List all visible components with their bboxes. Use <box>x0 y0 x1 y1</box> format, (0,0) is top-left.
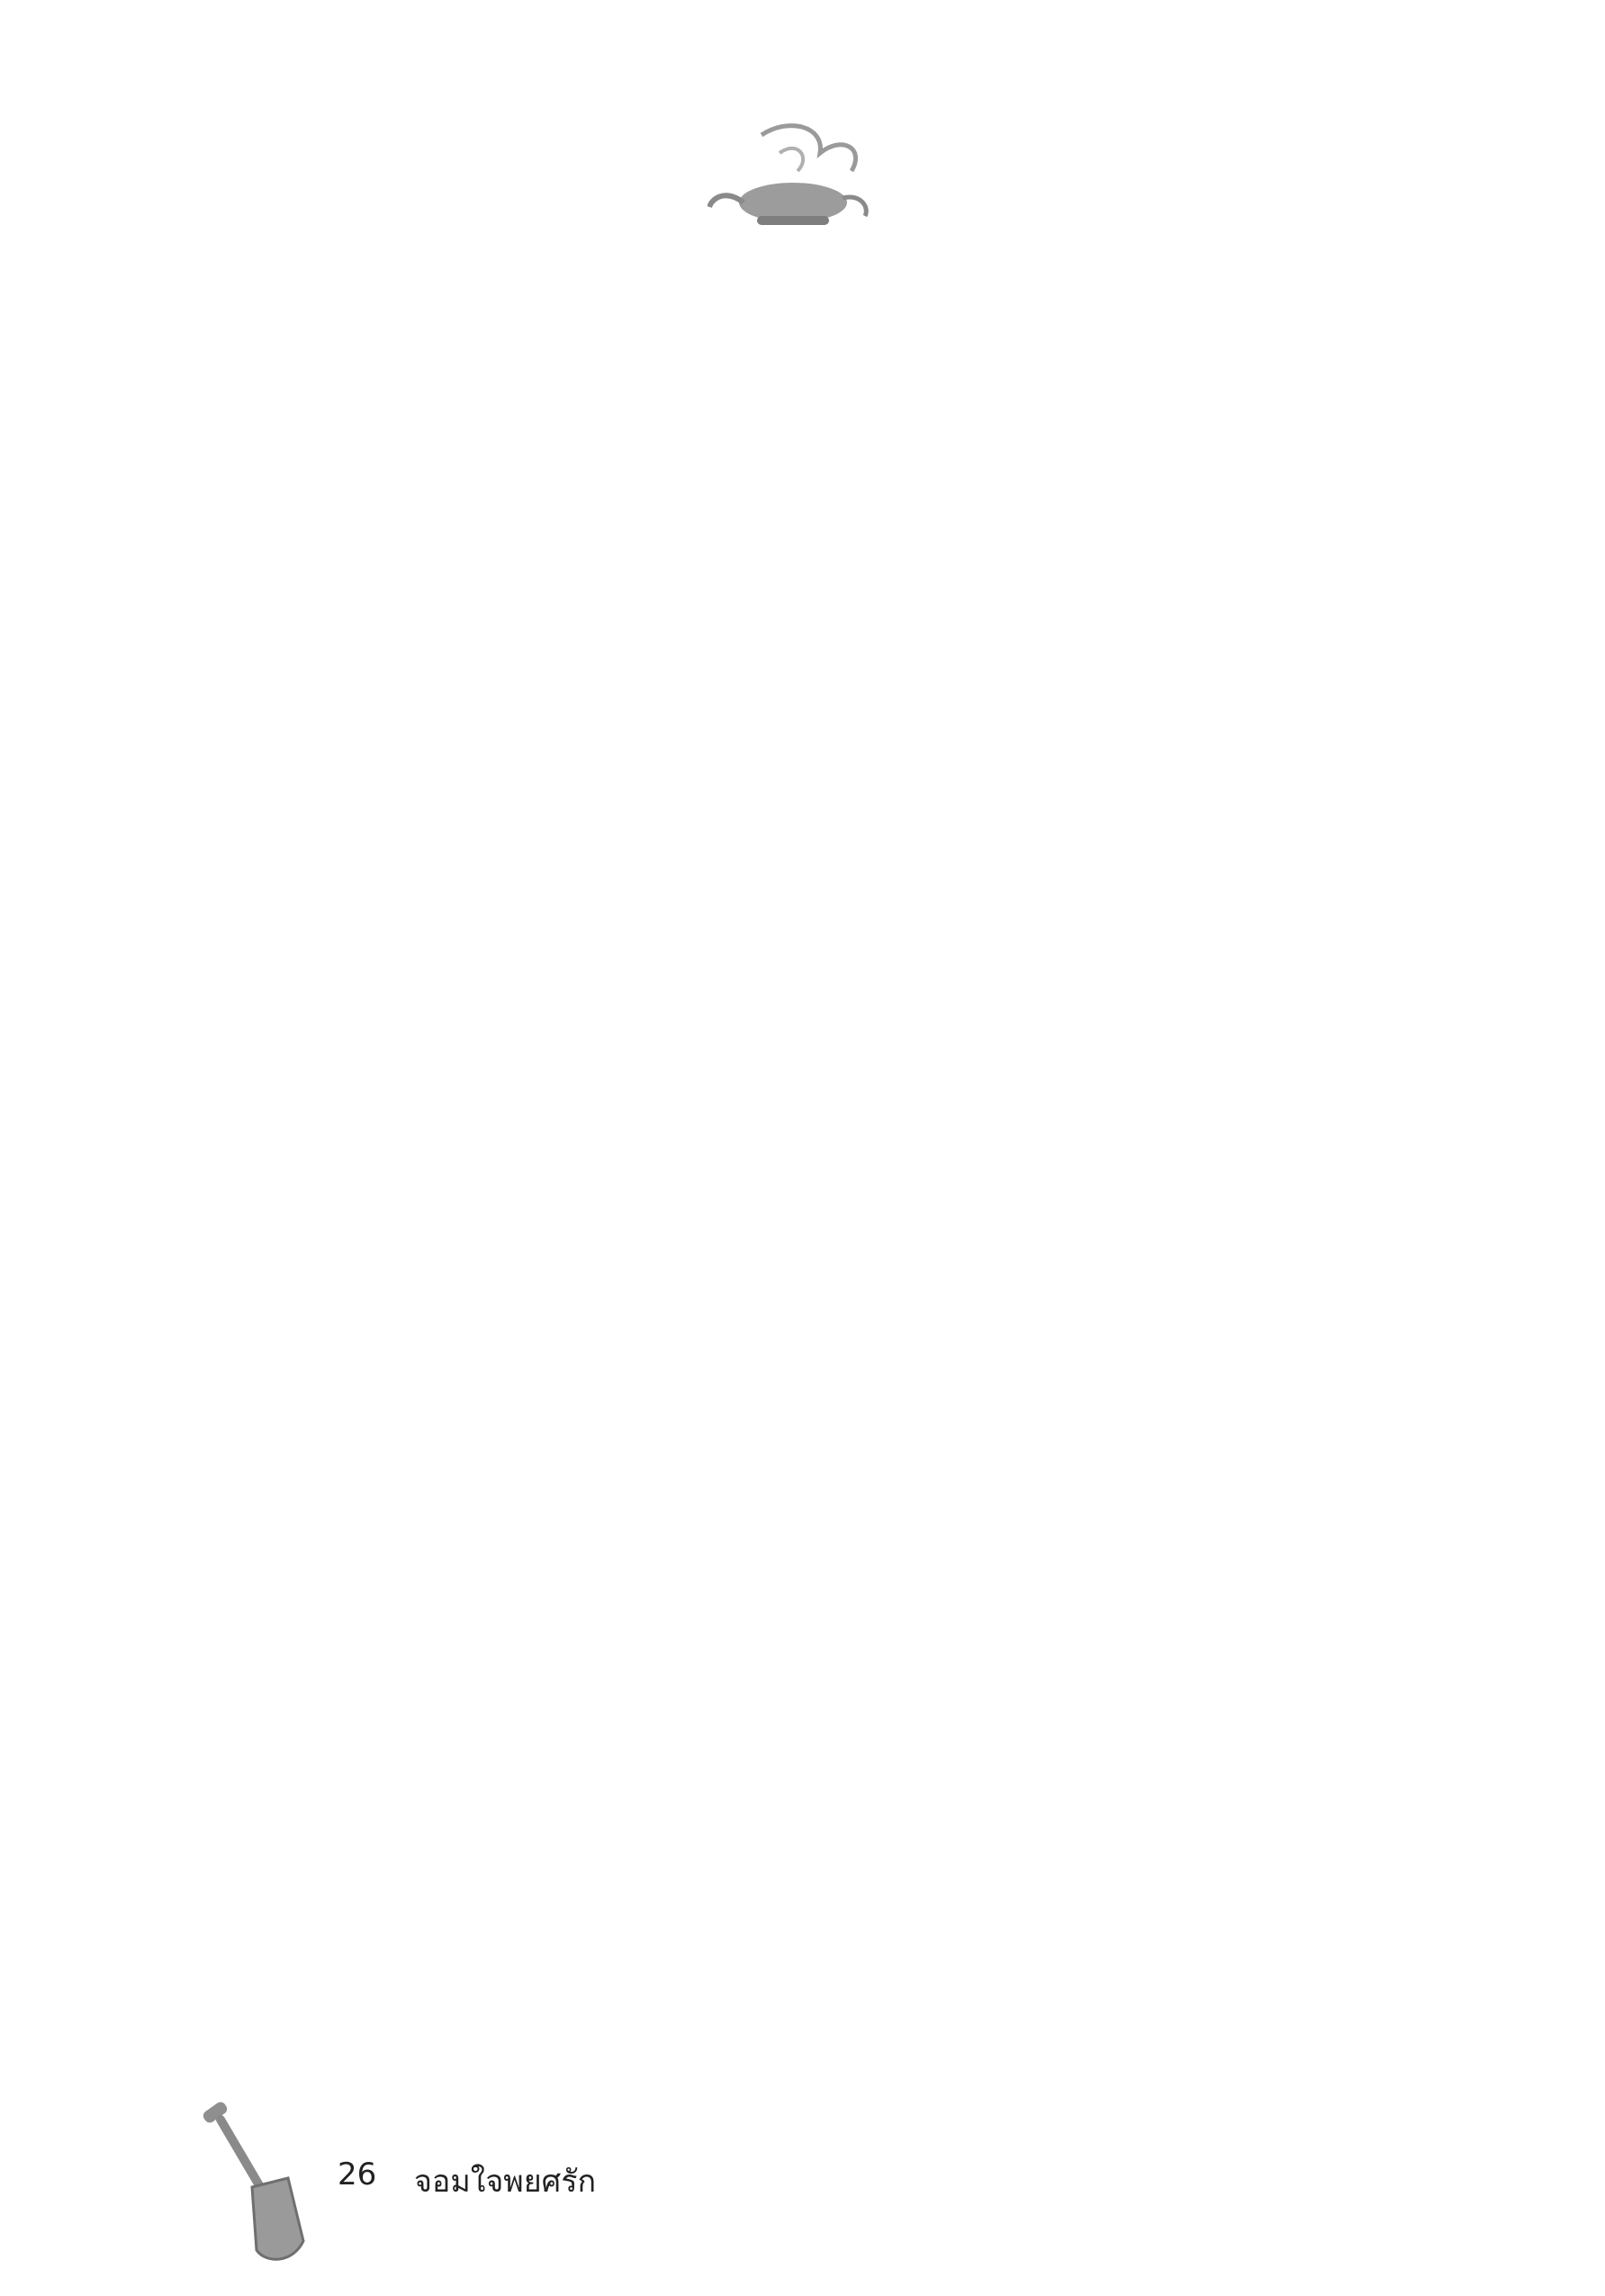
book-title: จอมใจพยศรัก <box>414 2164 597 2200</box>
shovel-icon <box>194 2097 311 2268</box>
page-footer <box>194 2097 824 2277</box>
page-number: 26 <box>338 2156 377 2192</box>
teapot-ornament-icon <box>708 117 879 243</box>
